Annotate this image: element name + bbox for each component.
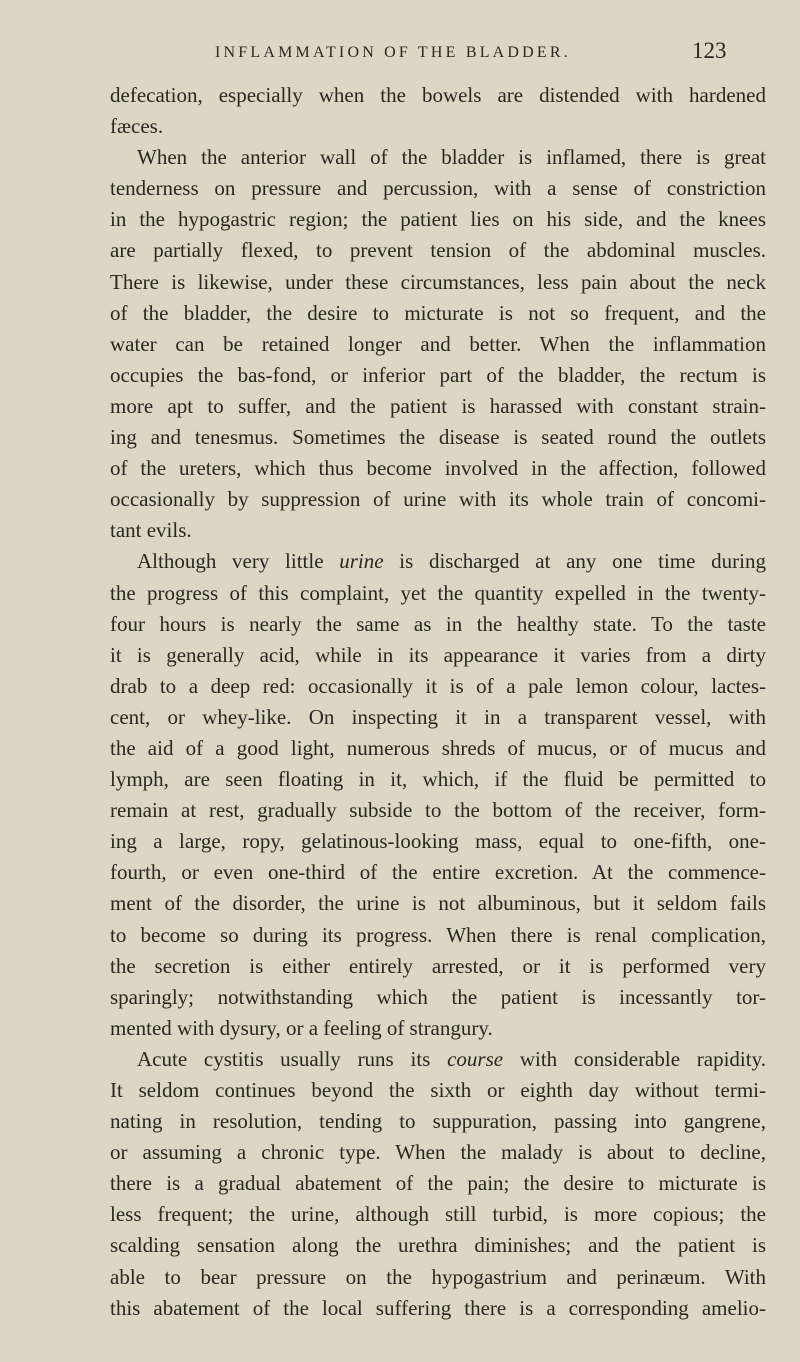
text-line xyxy=(110,1199,766,1230)
text-line-content xyxy=(110,173,766,204)
text-span: four hours is nearly the same as in the healthy state. To the taste xyxy=(110,611,766,636)
text-line-content xyxy=(110,920,766,951)
text-span: remain at rest, gradually subside to the bottom of the receiver, form- xyxy=(110,798,766,823)
text-line xyxy=(110,267,766,298)
text-span: the progress of this complaint, yet the quantity expelled in the twenty- xyxy=(110,580,766,605)
text-line-content xyxy=(110,702,766,733)
text-span: tant evils. xyxy=(110,518,192,543)
text-line xyxy=(110,1075,766,1106)
text-line-content xyxy=(110,733,766,764)
italic-term: urine xyxy=(339,549,384,574)
text-span: ing and tenesmus. Sometimes the disease is seated round the outlets xyxy=(110,425,766,450)
text-line-content xyxy=(110,1044,766,1075)
text-line xyxy=(110,888,766,919)
text-span: nating in resolution, tending to suppuration, passing into gangrene, xyxy=(110,1109,766,1134)
text-line xyxy=(110,982,766,1013)
text-line-content xyxy=(110,857,766,888)
text-line-content xyxy=(110,515,766,546)
text-span: fæces. xyxy=(110,114,164,139)
text-span: lymph, are seen floating in it, which, if the fluid be permitted to xyxy=(110,767,766,792)
text-line-content xyxy=(110,546,766,577)
text-line xyxy=(110,453,766,484)
text-line-content xyxy=(110,826,766,857)
text-line-content xyxy=(110,235,766,266)
text-span: Although very little xyxy=(137,549,340,574)
text-line xyxy=(110,173,766,204)
text-span: less frequent; the urine, although still turbid, is more copious; the xyxy=(110,1202,766,1227)
text-line xyxy=(110,235,766,266)
text-line xyxy=(110,702,766,733)
text-span: sparingly; notwithstanding which the patient is incessantly tor- xyxy=(110,984,766,1009)
text-line xyxy=(110,920,766,951)
text-line xyxy=(110,733,766,764)
text-span: occasionally by suppression of urine with its whole train of concomi- xyxy=(110,487,766,512)
text-span: there is a gradual abatement of the pain; the desire to micturate is xyxy=(110,1171,766,1196)
text-line-content xyxy=(110,80,766,111)
text-line-content xyxy=(110,298,766,329)
text-line xyxy=(110,298,766,329)
text-line xyxy=(110,1262,766,1293)
text-span: mented with dysury, or a feeling of strangury. xyxy=(110,1015,493,1040)
text-line xyxy=(110,764,766,795)
text-span: Acute cystitis usually runs its xyxy=(137,1046,448,1071)
text-line-content xyxy=(110,951,766,982)
text-span: There is likewise, under these circumstances, less pain about the neck xyxy=(110,269,766,294)
text-span: fourth, or even one-third of the entire excretion. At the commence- xyxy=(110,860,766,885)
text-span: water can be retained longer and better. When the inflammation xyxy=(110,331,766,356)
body-text xyxy=(110,80,766,1324)
text-line-content xyxy=(110,360,766,391)
text-span: drab to a deep red: occasionally it is of a pale lemon colour, lactes- xyxy=(110,673,766,698)
text-span: in the hypogastric region; the patient lies on his side, and the knees xyxy=(110,207,766,232)
text-line xyxy=(110,329,766,360)
text-line-content xyxy=(110,111,766,142)
text-line xyxy=(110,640,766,671)
text-line xyxy=(110,142,766,173)
text-line xyxy=(110,360,766,391)
text-line xyxy=(110,1168,766,1199)
text-line-content xyxy=(110,204,766,235)
text-line xyxy=(110,1013,766,1044)
text-line xyxy=(110,111,766,142)
text-span: are partially flexed, to prevent tension of the abdominal muscles. xyxy=(110,238,766,263)
text-line xyxy=(110,609,766,640)
text-span: tenderness on pressure and percussion, with a sense of constriction xyxy=(110,176,766,201)
text-span: of the bladder, the desire to micturate is not so frequent, and the xyxy=(110,300,766,325)
page-number: 123 xyxy=(692,38,727,63)
text-line xyxy=(110,515,766,546)
text-line-content xyxy=(110,609,766,640)
text-span: this abatement of the local suffering there is a corresponding amelio- xyxy=(110,1295,766,1320)
text-span: with considerable rapidity. xyxy=(503,1046,766,1071)
text-span: to become so during its progress. When there is renal complication, xyxy=(110,922,766,947)
text-line xyxy=(110,951,766,982)
text-line xyxy=(110,826,766,857)
text-line-content xyxy=(110,1106,766,1137)
text-line-content xyxy=(110,578,766,609)
text-span: ment of the disorder, the urine is not albuminous, but it seldom fails xyxy=(110,891,766,916)
text-line-content xyxy=(110,888,766,919)
text-line-content xyxy=(110,1262,766,1293)
text-line-content xyxy=(110,422,766,453)
italic-term: course xyxy=(447,1046,504,1071)
text-span: of the ureters, which thus become involved in the affection, followed xyxy=(110,456,766,481)
text-line xyxy=(110,391,766,422)
text-span: occupies the bas-fond, or inferior part of the bladder, the rectum is xyxy=(110,362,766,387)
text-line-content xyxy=(110,671,766,702)
text-line xyxy=(110,484,766,515)
text-span: It seldom continues beyond the sixth or eighth day without termi- xyxy=(110,1078,766,1102)
text-line xyxy=(110,1106,766,1137)
text-line xyxy=(110,1044,766,1075)
text-line xyxy=(110,1230,766,1261)
text-span: scalding sensation along the urethra diminishes; and the patient is xyxy=(110,1233,766,1258)
text-line-content xyxy=(110,142,766,173)
text-line xyxy=(110,857,766,888)
text-line-content xyxy=(110,1293,766,1324)
text-line xyxy=(110,204,766,235)
text-line-content xyxy=(110,1168,766,1199)
text-line xyxy=(110,671,766,702)
text-span: or assuming a chronic type. When the malady is about to decline, xyxy=(110,1140,766,1165)
text-span: ing a large, ropy, gelatinous-looking mass, equal to one-fifth, one- xyxy=(110,829,766,854)
text-line-content xyxy=(110,329,766,360)
text-line xyxy=(110,1293,766,1324)
text-span: able to bear pressure on the hypogastrium and perinæum. With xyxy=(110,1264,766,1289)
text-line-content xyxy=(110,640,766,671)
text-line-content xyxy=(110,795,766,826)
running-head: INFLAMMATION OF THE BLADDER. xyxy=(215,44,571,61)
text-line xyxy=(110,578,766,609)
text-line-content xyxy=(110,453,766,484)
text-line-content xyxy=(110,1075,766,1106)
text-line xyxy=(110,546,766,577)
text-line xyxy=(110,80,766,111)
text-line-content xyxy=(110,1199,766,1230)
text-line-content xyxy=(110,1013,766,1044)
text-line-content xyxy=(110,1137,766,1168)
text-line xyxy=(110,1137,766,1168)
text-line xyxy=(110,422,766,453)
text-span: more apt to suffer, and the patient is harassed with constant strain- xyxy=(110,393,766,418)
text-span: cent, or whey-like. On inspecting it in a transparent vessel, with xyxy=(110,704,766,729)
text-line-content xyxy=(110,484,766,515)
text-span: defecation, especially when the bowels are distended with hardened xyxy=(110,83,766,107)
text-span: it is generally acid, while in its appearance it varies from a dirty xyxy=(110,642,766,667)
text-line-content xyxy=(110,391,766,422)
text-line-content xyxy=(110,764,766,795)
text-line-content xyxy=(110,982,766,1013)
text-line-content xyxy=(110,1230,766,1261)
text-span: the aid of a good light, numerous shreds of mucus, or of mucus and xyxy=(110,735,766,760)
text-line-content xyxy=(110,267,766,298)
text-span: When the anterior wall of the bladder is inflamed, there is great xyxy=(137,145,766,170)
text-span: is discharged at any one time during xyxy=(383,549,766,574)
text-span: the secretion is either entirely arrested, or it is performed very xyxy=(110,953,766,978)
text-line xyxy=(110,795,766,826)
